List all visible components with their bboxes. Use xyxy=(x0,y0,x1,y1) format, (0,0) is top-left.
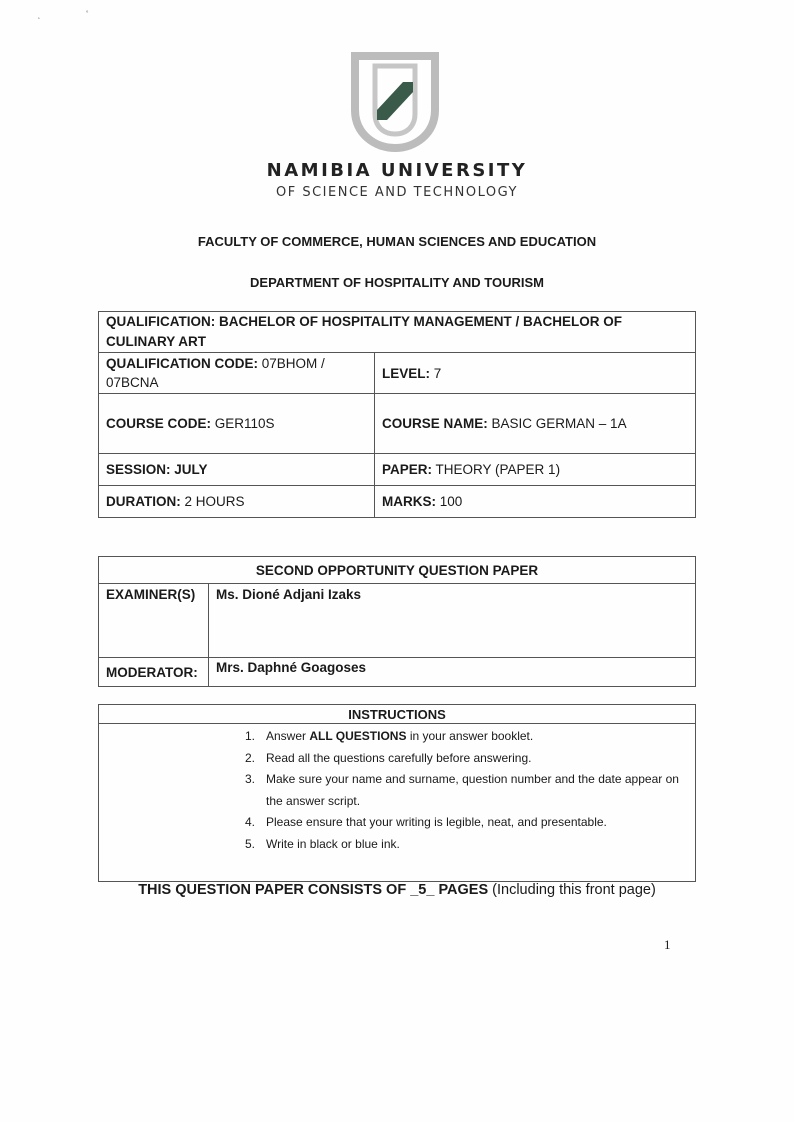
examiners-title-row xyxy=(99,557,696,584)
examiner-value: Ms. Dioné Adjani Izaks xyxy=(209,584,696,658)
university-logo-icon xyxy=(351,52,439,152)
instruction-number: 2. xyxy=(245,750,256,765)
session-value: JULY xyxy=(174,462,208,477)
marks-label: MARKS: xyxy=(382,494,436,509)
instruction-text: Answer xyxy=(266,729,310,743)
page-number: 1 xyxy=(664,937,671,952)
session-label: SESSION: xyxy=(106,462,171,477)
instructions-body xyxy=(99,724,696,882)
instructions-title-row xyxy=(99,705,696,724)
instruction-item xyxy=(235,748,695,770)
moderator-row xyxy=(99,658,696,687)
session-row xyxy=(99,454,696,486)
qualification-code-row xyxy=(99,353,696,394)
paper-label: PAPER: xyxy=(382,462,433,477)
instruction-text: Please ensure that your writing is legible, neat, and presentable. xyxy=(266,815,607,829)
scan-artifact: ˛ xyxy=(38,10,41,19)
paper-cell xyxy=(375,454,696,486)
department-heading: DEPARTMENT OF HOSPITALITY AND TOURISM xyxy=(250,275,544,290)
instructions-body-row xyxy=(99,724,696,882)
course-details-table xyxy=(98,311,696,518)
instruction-number: 1. xyxy=(245,729,256,743)
page-count-normal: (Including this front page) xyxy=(488,882,656,898)
level-cell xyxy=(375,353,696,394)
marks-value: 100 xyxy=(439,494,463,509)
course-name-cell xyxy=(375,394,696,454)
duration-row xyxy=(99,486,696,518)
duration-cell xyxy=(99,486,375,518)
page-count-bold: THIS QUESTION PAPER CONSISTS OF _5_ PAGES xyxy=(138,882,489,898)
instruction-item xyxy=(235,726,695,748)
examiners-table xyxy=(98,556,696,687)
instruction-number: 5. xyxy=(245,836,256,851)
session-cell xyxy=(99,454,375,486)
instruction-number: 3. xyxy=(245,772,256,786)
qualification-value: BACHELOR OF HOSPITALITY MANAGEMENT / BACHELOR OF CULINARY ART xyxy=(106,314,622,349)
instruction-text-end: in your answer booklet. xyxy=(406,729,534,743)
instruction-item xyxy=(235,769,695,812)
faculty-heading: FACULTY OF COMMERCE, HUMAN SCIENCES AND EDUCATION xyxy=(197,234,597,249)
university-subtitle: OF SCIENCE AND TECHNOLOGY xyxy=(276,185,518,200)
qualification-row xyxy=(99,312,696,353)
university-name: NAMIBIA UNIVERSITY xyxy=(266,160,528,181)
qualification-cell xyxy=(99,312,696,353)
course-row xyxy=(99,394,696,454)
moderator-value: Mrs. Daphné Goagoses xyxy=(209,658,696,687)
qualification-code-label: QUALIFICATION CODE: xyxy=(106,356,258,371)
paper-type-title: SECOND OPPORTUNITY QUESTION PAPER xyxy=(99,557,696,584)
qualification-code-cell xyxy=(99,353,375,394)
qualification-label: QUALIFICATION: xyxy=(106,314,216,329)
instructions-list xyxy=(235,726,695,855)
instruction-item xyxy=(235,834,695,856)
course-code-cell xyxy=(99,394,375,454)
scan-artifact: ˚ xyxy=(86,10,89,19)
paper-value: THEORY (PAPER 1) xyxy=(435,462,561,477)
course-code-label: COURSE CODE: xyxy=(106,416,212,431)
page-count-note xyxy=(0,882,794,898)
instruction-text: Make sure your name and surname, question number and the date appear on the answer script. xyxy=(266,772,679,808)
instruction-text: Read all the questions carefully before answering. xyxy=(266,750,532,765)
course-name-label: COURSE NAME: xyxy=(382,416,488,431)
course-code-value: GER110S xyxy=(214,416,275,431)
instruction-item xyxy=(235,812,695,834)
instruction-text: Write in black or blue ink. xyxy=(266,836,400,851)
marks-cell xyxy=(375,486,696,518)
duration-value: 2 HOURS xyxy=(184,494,245,509)
duration-label: DURATION: xyxy=(106,494,181,509)
instructions-table xyxy=(98,704,696,882)
instructions-title: INSTRUCTIONS xyxy=(99,705,696,724)
level-value: 7 xyxy=(433,365,442,381)
instruction-emphasis: ALL QUESTIONS xyxy=(309,729,407,743)
instruction-number: 4. xyxy=(245,815,256,829)
level-label: LEVEL: xyxy=(382,365,431,381)
course-name-value: BASIC GERMAN – 1A xyxy=(491,416,627,431)
moderator-label: MODERATOR: xyxy=(99,658,209,687)
examiner-row xyxy=(99,584,696,658)
qualification-code-value: 07BHOM / 07BCNA xyxy=(106,356,325,390)
examiner-label: EXAMINER(S) xyxy=(99,584,209,658)
